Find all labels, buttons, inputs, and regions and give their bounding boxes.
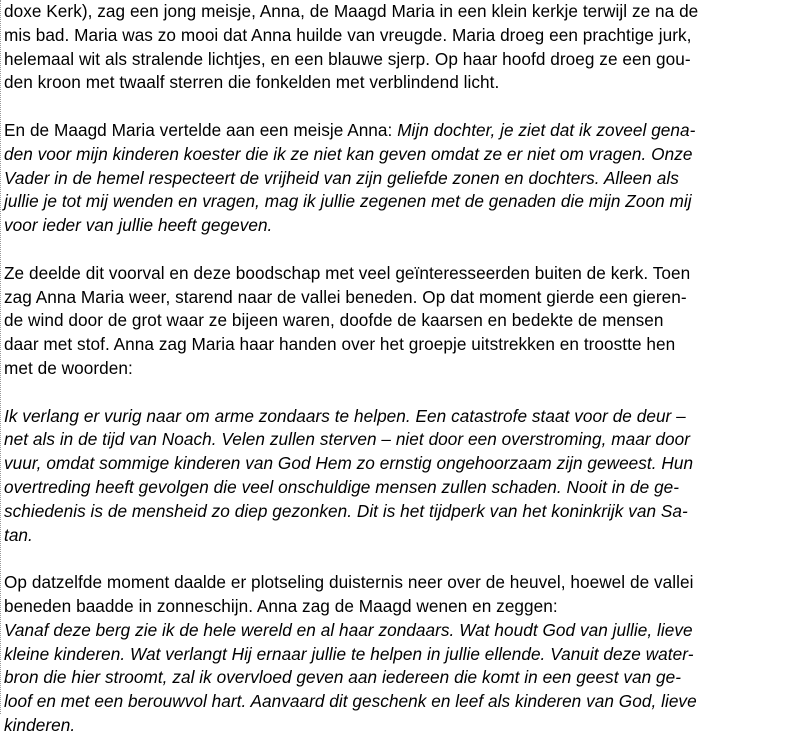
text-line (4, 571, 805, 595)
text-run: beneden baadde in zonneschijn. Anna zag de Maagd wenen en zeggen: (4, 595, 558, 616)
text-line (4, 428, 805, 452)
text-line (4, 690, 805, 714)
text-line (4, 286, 805, 310)
paragraph-gap (4, 95, 805, 119)
italic-text-run: Vanaf deze berg zie ik de hele wereld en al haar zondaars. Wat houdt God van jullie, lieve (4, 619, 693, 640)
italic-text-run: den voor mijn kinderen koester die ik ze niet kan geven omdat ze er niet om vragen. Onze (4, 143, 693, 164)
text-run: mis bad. Maria was zo mooi dat Anna huilde van vreugde. Maria droeg een prachtige jurk, (4, 24, 692, 45)
italic-text-run: kleine kinderen. Wat verlangt Hij ernaar jullie te helpen in jullie ellende. Vanuit deze water- (4, 643, 694, 664)
paragraph-2 (4, 119, 805, 238)
text-line (4, 524, 805, 548)
paragraph-gap (4, 547, 805, 571)
text-line (4, 476, 805, 500)
text-line (4, 405, 805, 429)
text-line (4, 666, 805, 690)
text-line (4, 309, 805, 333)
text-line (4, 333, 805, 357)
italic-text-run: Vader in de hemel respecteert de vrijheid van zijn geliefde zonen en dochters. Alleen als (4, 167, 679, 188)
italic-text-run: vuur, omdat sommige kinderen van God Hem zo ernstig ongehoorzaam zijn geweest. Hun (4, 453, 694, 474)
text-run: helemaal wit als stralende lichtjes, en een blauwe sjerp. Op haar hoofd droeg ze een gou- (4, 48, 691, 69)
text-run: daar met stof. Anna zag Maria haar handen over het groepje uitstrekken en troostte hen (4, 334, 676, 355)
italic-text-run: Ik verlang er vurig naar om arme zondaars te helpen. Een catastrofe staat voor de deur – (4, 405, 686, 426)
italic-text-run: voor ieder van jullie heeft gegeven. (4, 215, 273, 236)
text-line (4, 643, 805, 667)
italic-text-run: tan. (4, 524, 33, 545)
text-line (4, 190, 805, 214)
text-run: de wind door de grot waar ze bijeen waren, doofde de kaarsen en bedekte de mensen (4, 310, 664, 331)
text-line (4, 262, 805, 286)
text-run: zag Anna Maria weer, starend naar de vallei beneden. Op dat moment gierde een gieren- (4, 286, 687, 307)
text-line (4, 48, 805, 72)
text-line (4, 71, 805, 95)
text-run: En de Maagd Maria vertelde aan een meisje Anna: (4, 119, 398, 140)
text-run: Op datzelfde moment daalde er plotseling duisternis neer over de heuvel, hoewel de vallei (4, 572, 694, 593)
text-line (4, 167, 805, 191)
text-line (4, 143, 805, 167)
italic-text-run: net als in de tijd van Noach. Velen zullen sterven – niet door een overstroming, maar door (4, 429, 691, 450)
text-line (4, 0, 805, 24)
italic-text-run: jullie je tot mij wenden en vragen, mag ik jullie zegenen met de genaden die mijn Zoon mij (4, 191, 692, 212)
text-line (4, 24, 805, 48)
document-body (4, 0, 805, 738)
paragraph-5 (4, 571, 805, 738)
italic-text-run: loof en met een berouwvol hart. Aanvaard dit geschenk en leef als kinderen van God, lieve (4, 691, 697, 712)
italic-text-run: bron die hier stroomt, zal ik overvloed geven aan iedereen die komt in een geest van ge- (4, 667, 682, 688)
text-run: met de woorden: (4, 357, 133, 378)
paragraph-1 (4, 0, 805, 95)
italic-text-run: schiedenis is de mensheid zo diep gezonken. Dit is het tijdperk van het koninkrijk van Sa- (4, 500, 688, 521)
paragraph-gap (4, 238, 805, 262)
text-line (4, 214, 805, 238)
text-line (4, 714, 805, 738)
text-line (4, 357, 805, 381)
paragraph-3 (4, 262, 805, 381)
text-line (4, 452, 805, 476)
paragraph-4 (4, 405, 805, 548)
text-run: den kroon met twaalf sterren die fonkelden met verblindend licht. (4, 72, 500, 93)
text-line (4, 595, 805, 619)
text-run: Ze deelde dit voorval en deze boodschap met veel geïnteresseerden buiten de kerk. Toen (4, 262, 691, 283)
paragraph-gap (4, 381, 805, 405)
text-run: doxe Kerk), zag een jong meisje, Anna, de Maagd Maria in een klein kerkje terwijl ze na de (4, 1, 699, 21)
text-line (4, 619, 805, 643)
italic-text-run: kinderen. (4, 714, 76, 735)
text-line (4, 119, 805, 143)
italic-text-run: overtreding heeft gevolgen die veel onschuldige mensen zullen schaden. Nooit in de ge- (4, 476, 680, 497)
text-line (4, 500, 805, 524)
italic-text-run: Mijn dochter, je ziet dat ik zoveel gena- (397, 119, 696, 140)
